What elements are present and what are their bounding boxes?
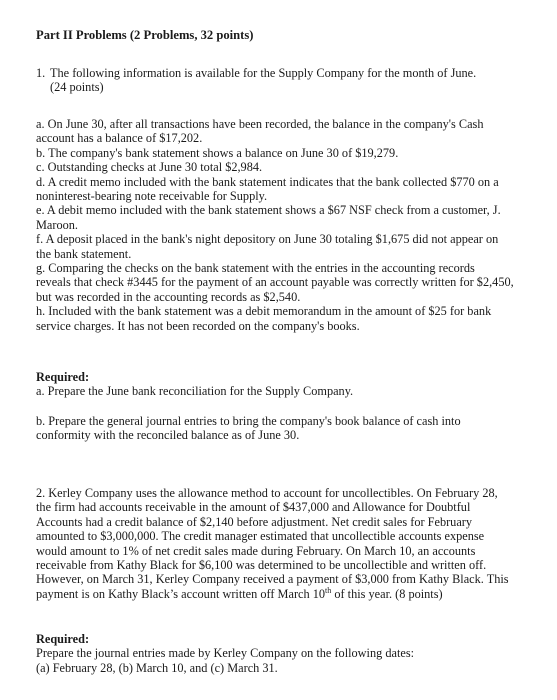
problem-2-line: Accounts had a credit balance of $2,140 before adjustment. Net credit sales for February (36, 514, 473, 529)
problem-1-intro (36, 66, 536, 95)
required-2-line-1: Prepare the journal entries made by Kerley Company on the following dates: (36, 646, 415, 661)
problem-2-line: amounted to $3,000,000. The credit manager estimated that uncollectible accounts expense (36, 529, 485, 544)
problem-1-number: 1. (36, 66, 46, 80)
item-a-line-2: account has a balance of $17,202. (36, 131, 203, 146)
item-c (36, 160, 536, 174)
item-g (36, 261, 536, 304)
problem-2-required (36, 632, 536, 675)
item-e-line-2: Maroon. (36, 217, 79, 232)
ordinal-suffix: th (325, 585, 332, 595)
problem-1-points: (24 points) (50, 80, 104, 95)
problem-2-line: receivable from Kathy Black for $6,100 was determined to be uncollectible and written off. (36, 558, 487, 573)
item-g-line-1: g. Comparing the checks on the bank statement with the entries in the accounting records (36, 261, 475, 276)
item-a (36, 117, 536, 146)
item-d-line-1: d. A credit memo included with the bank statement indicates that the bank collected $770 on a (36, 174, 499, 189)
item-b-line-1: b. The company's bank statement shows a balance on June 30 of $19,279. (36, 145, 399, 160)
problem-2-line: would amount to 1% of net credit sales made during February. On March 10, an accounts (36, 543, 476, 558)
item-f (36, 232, 536, 261)
problem-2-line: 2. Kerley Company uses the allowance method to account for uncollectibles. On February 28, (36, 486, 498, 500)
last-line-end: of this year. (8 points) (331, 586, 443, 601)
problem-2-last-line (36, 587, 536, 601)
problem-1-intro-line: The following information is available for the Supply Company for the month of June. (50, 66, 477, 80)
item-a-line-1: a. On June 30, after all transactions have been recorded, the balance in the company's Cash (36, 117, 484, 131)
section-title: Part II Problems (2 Problems, 32 points) (36, 28, 254, 42)
problem-2-text (36, 486, 536, 601)
required-b-line-1: b. Prepare the general journal entries to bring the company's book balance of cash into (36, 414, 461, 428)
item-g-line-3: but was recorded in the accounting records as $2,540. (36, 289, 301, 304)
required-a: a. Prepare the June bank reconciliation for the Supply Company. (36, 384, 354, 399)
last-line-start: payment is on Kathy Black’s account written off March 10 (36, 586, 326, 601)
item-f-line-2: the bank statement. (36, 246, 132, 261)
required-2-line-2: (a) February 28, (b) March 10, and (c) March 31. (36, 660, 278, 675)
item-g-line-2: reveals that check #3445 for the payment of an account payable was correctly written for $2,450, (36, 275, 514, 290)
problem-1-required (36, 370, 536, 399)
required-heading-2: Required: (36, 632, 90, 646)
item-e-line-1: e. A debit memo included with the bank statement shows a $67 NSF check from a customer, J. (36, 203, 501, 218)
required-heading: Required: (36, 370, 90, 384)
item-c-line-1: c. Outstanding checks at June 30 total $2,984. (36, 160, 263, 175)
problem-2-line: the firm had accounts receivable in the amount of $437,000 and Allowance for Doubtful (36, 500, 471, 515)
item-h (36, 304, 536, 333)
problem-2-line: However, on March 31, Kerley Company received a payment of $3,000 from Kathy Black. This (36, 572, 509, 587)
item-d (36, 175, 536, 204)
item-h-line-1: h. Included with the bank statement was a debit memorandum in the amount of $25 for bank (36, 304, 492, 319)
item-h-line-2: service charges. It has not been recorded on the company's books. (36, 318, 360, 333)
required-b-line-2: conformity with the reconciled balance as of June 30. (36, 428, 300, 443)
problem-1-required-b (36, 414, 536, 443)
item-e (36, 203, 536, 232)
item-b (36, 146, 536, 160)
item-f-line-1: f. A deposit placed in the bank's night depository on June 30 totaling $1,675 did not appear on (36, 232, 499, 247)
problem-1-items (36, 117, 536, 333)
item-d-line-2: noninterest-bearing note receivable for Supply. (36, 189, 268, 204)
